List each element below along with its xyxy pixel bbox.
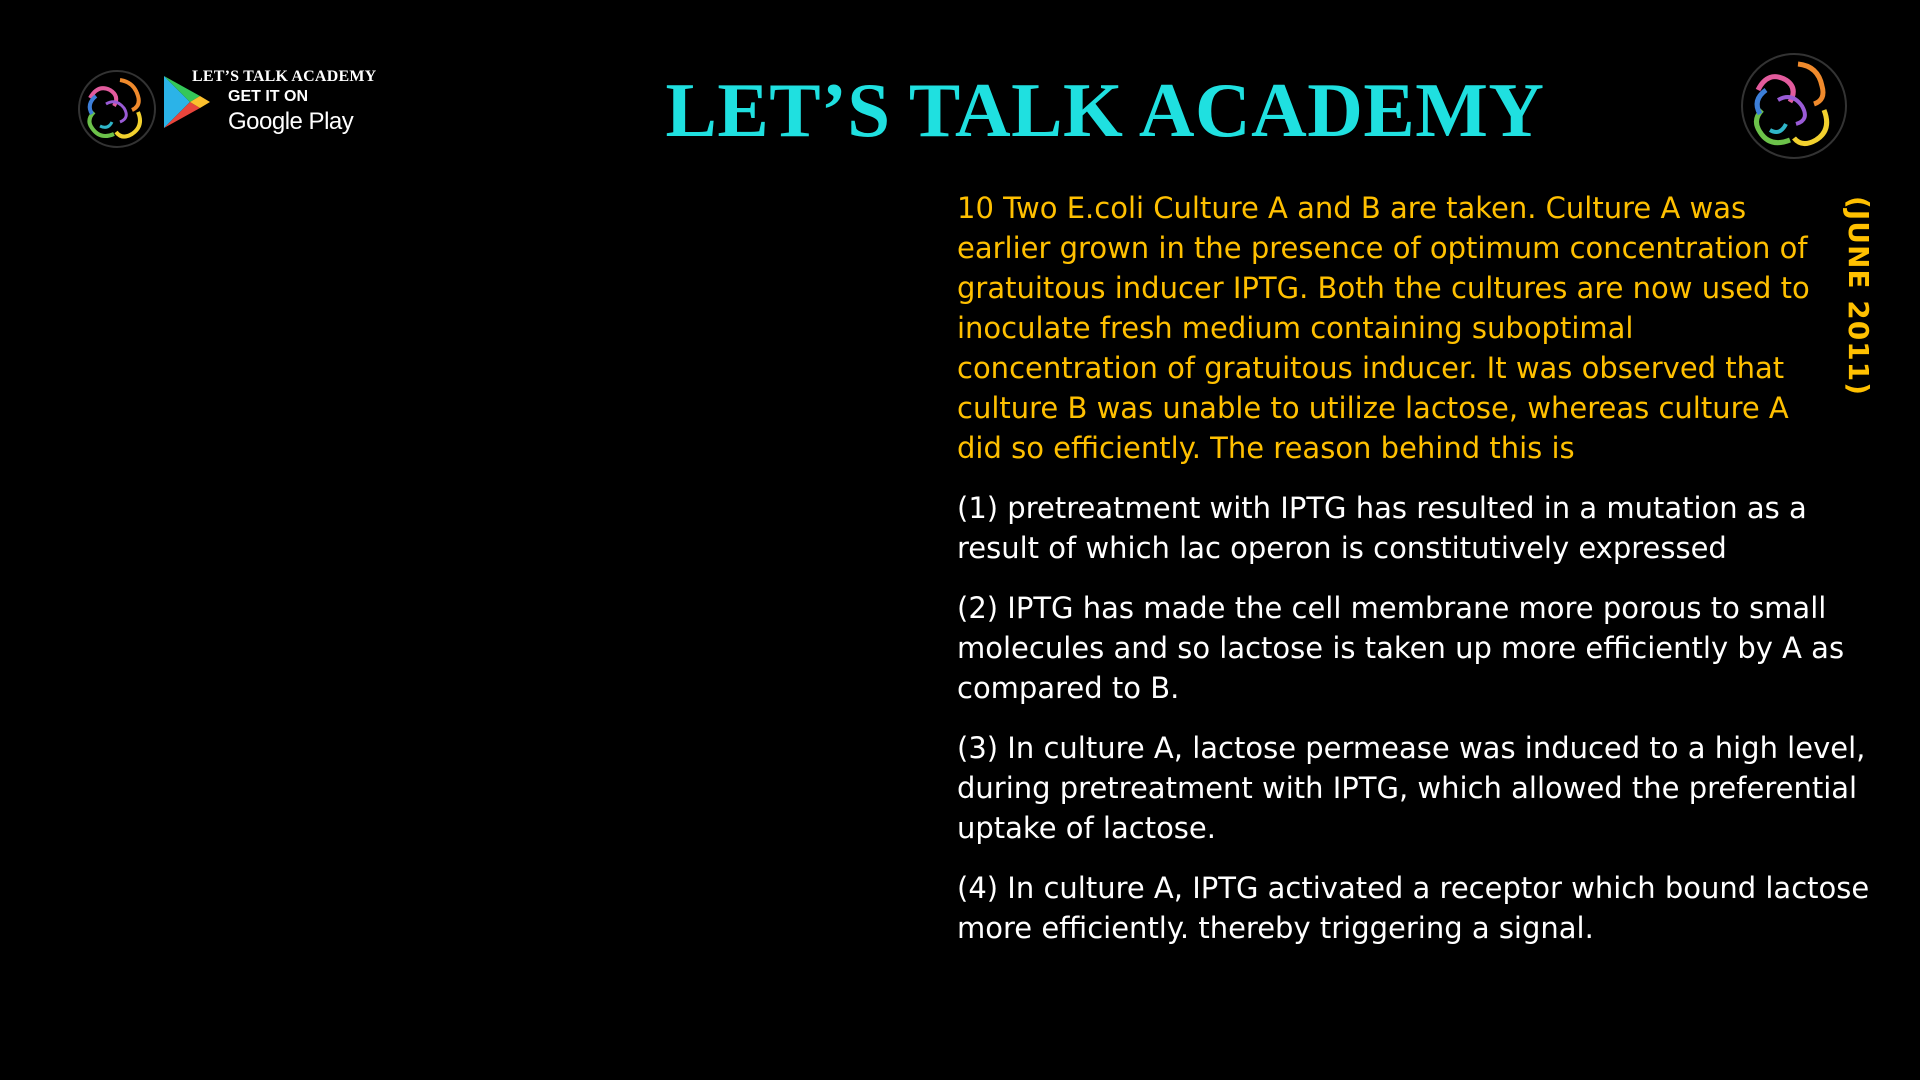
option-3: (3) In culture A, lactose permease was induced to a high level, during pretreatment with IPTG, which allowed the preferential uptake of lactose.: [957, 731, 1866, 845]
protein-logo-icon: [76, 68, 158, 150]
google-play-icon: [160, 74, 212, 130]
option-1: (1) pretreatment with IPTG has resulted in a mutation as a result of which lac operon is constitutively expressed: [957, 491, 1807, 565]
google-play-badge[interactable]: [160, 68, 410, 148]
page-title: LET’S TALK ACADEMY: [665, 67, 1545, 153]
protein-logo-icon: [1738, 50, 1850, 162]
question-block: [957, 188, 1892, 968]
badge-store-name: Google Play: [228, 108, 354, 135]
badge-get-it-on: GET IT ON: [228, 88, 308, 105]
badge-brand-text: LET’S TALK ACADEMY: [192, 68, 377, 85]
question-text: 10 Two E.coli Culture A and B are taken. Culture A was earlier grown in the presence of optimum concentration of gratuitous inducer IPTG. Both the cultures are now used to inoculate fresh medium containing suboptimal concentration of gratuitous inducer. It was observed that culture B was unable to utilize lactose, whereas culture A did so efficiently. The reason behind this is: [957, 191, 1810, 465]
option-4: (4) In culture A, IPTG activated a receptor which bound lactose more efficiently. thereby triggering a signal.: [957, 871, 1870, 945]
exam-year-label: (JUNE 2011): [1842, 196, 1875, 396]
option-2: (2) IPTG has made the cell membrane more porous to small molecules and so lactose is taken up more efficiently by A as compared to B.: [957, 591, 1845, 705]
